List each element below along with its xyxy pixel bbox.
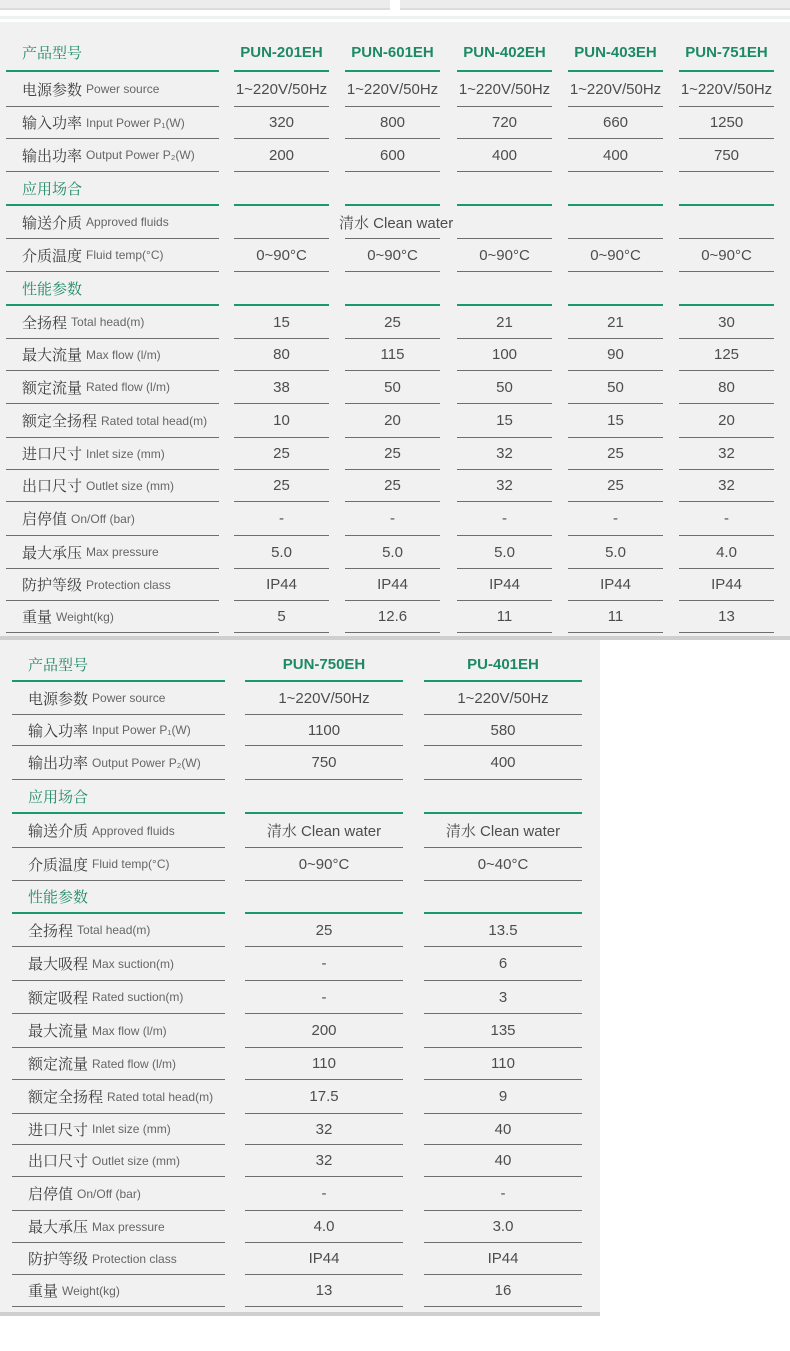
section-row <box>0 881 600 914</box>
model-name: PUN-751EH <box>679 34 774 72</box>
spec-row <box>0 371 790 404</box>
spec-value: 0~90°C <box>679 239 774 272</box>
spec-value: 110 <box>424 1048 582 1080</box>
spec-row <box>0 502 790 536</box>
label-en: Max flow (l/m) <box>92 1023 167 1038</box>
model-name: PUN-201EH <box>234 34 329 72</box>
label-en: Approved fluids <box>92 823 175 838</box>
spec-value: 6 <box>424 947 582 981</box>
spec-value: 4.0 <box>245 1211 403 1243</box>
spec-table-2 <box>0 640 600 1316</box>
spec-label <box>6 371 219 404</box>
label-cn: 出口尺寸 <box>22 478 83 495</box>
spec-label <box>12 1211 225 1243</box>
label-cn: 启停值 <box>28 1186 74 1203</box>
label-cn: 输送介质 <box>22 214 83 232</box>
spec-label <box>6 206 219 239</box>
spec-value: 5.0 <box>457 536 552 569</box>
label-en: Protection class <box>86 577 171 592</box>
spec-row <box>0 814 600 848</box>
spec-row <box>0 107 790 139</box>
spec-value: 0~90°C <box>234 239 329 272</box>
label-cn: 性能参数 <box>28 889 89 906</box>
spec-label <box>12 814 225 848</box>
header-row <box>0 34 790 72</box>
label-cn: 应用场合 <box>22 180 83 198</box>
spec-value: 25 <box>245 914 403 947</box>
spec-value: 25 <box>568 470 663 502</box>
spec-label <box>12 1114 225 1145</box>
spec-row <box>0 72 790 107</box>
spec-label <box>6 536 219 569</box>
spec-row <box>0 981 600 1014</box>
label-en: Max suction(m) <box>92 956 175 971</box>
spec-value: 32 <box>245 1114 403 1145</box>
label-cn: 全扬程 <box>28 922 74 940</box>
section-row <box>0 780 600 814</box>
label-en: Power source <box>92 691 166 705</box>
spec-value: 1~220V/50Hz <box>345 72 440 107</box>
spec-value: 200 <box>245 1014 403 1048</box>
label-en: Inlet size (mm) <box>86 446 165 461</box>
spec-value: 110 <box>245 1048 403 1080</box>
spec-row <box>0 206 790 239</box>
spec-label <box>6 239 219 272</box>
spec-value: IP44 <box>457 569 552 601</box>
spec-value: 400 <box>457 139 552 172</box>
label-cn: 额定流量 <box>28 1056 89 1073</box>
spec-row <box>0 470 790 502</box>
spec-label <box>6 339 219 371</box>
spec-row <box>0 569 790 601</box>
spec-value: IP44 <box>245 1243 403 1275</box>
spec-value: 1~220V/50Hz <box>457 72 552 107</box>
spec-label <box>12 1048 225 1080</box>
spec-value: 1~220V/50Hz <box>679 72 774 107</box>
spec-row <box>0 746 600 780</box>
spec-value: 38 <box>234 371 329 404</box>
spec-row <box>0 1114 600 1145</box>
label-cn: 额定全扬程 <box>28 1089 104 1106</box>
label-en: Input Power P₁(W) <box>86 115 185 130</box>
spec-value <box>234 172 329 206</box>
spec-label <box>6 139 219 172</box>
spec-value: IP44 <box>234 569 329 601</box>
spec-value: 10 <box>234 404 329 438</box>
spec-value: IP44 <box>345 569 440 601</box>
spec-row <box>0 1145 600 1177</box>
spec-label <box>12 682 225 715</box>
spec-value: 15 <box>568 404 663 438</box>
spec-label <box>6 404 219 438</box>
spec-value: 1~220V/50Hz <box>234 72 329 107</box>
spec-row <box>0 339 790 371</box>
spec-value: 0~90°C <box>568 239 663 272</box>
label-en: Max flow (l/m) <box>86 347 161 362</box>
spec-value: IP44 <box>424 1243 582 1275</box>
spec-value: 25 <box>234 438 329 470</box>
section-title <box>6 272 219 306</box>
section-title <box>12 780 225 814</box>
spec-value <box>345 272 440 306</box>
spec-value: 15 <box>234 306 329 339</box>
spec-value: 0~40°C <box>424 848 582 881</box>
spec-value: 30 <box>679 306 774 339</box>
spec-value: 32 <box>679 438 774 470</box>
spec-row <box>0 601 790 633</box>
spec-value: 20 <box>679 404 774 438</box>
label-cn: 额定全扬程 <box>22 413 98 430</box>
spec-label <box>12 947 225 981</box>
spec-row <box>0 1014 600 1048</box>
label-cn: 额定流量 <box>22 379 83 397</box>
spec-value: 1250 <box>679 107 774 139</box>
spec-value: 32 <box>457 470 552 502</box>
label-cn: 最大流量 <box>22 347 83 364</box>
spec-value <box>245 780 403 814</box>
spec-value: 400 <box>568 139 663 172</box>
spec-value: 5 <box>234 601 329 633</box>
spec-row <box>0 404 790 438</box>
spec-value: 50 <box>457 371 552 404</box>
label-en: Outlet size (mm) <box>92 1153 181 1168</box>
label-en: On/Off (bar) <box>71 511 135 526</box>
spec-value <box>679 272 774 306</box>
spec-row <box>0 1243 600 1275</box>
spec-value: 5.0 <box>345 536 440 569</box>
spec-label <box>12 1145 225 1177</box>
spec-value: 0~90°C <box>245 848 403 881</box>
spec-value: 清水 Clean water <box>424 814 582 848</box>
spec-value: - <box>679 502 774 536</box>
label-en: Total head(m) <box>77 923 151 937</box>
spec-row <box>0 536 790 569</box>
spec-value: 13 <box>245 1275 403 1307</box>
spec-value: 11 <box>457 601 552 633</box>
spec-value: 750 <box>245 746 403 780</box>
spec-value <box>245 881 403 914</box>
spec-value: - <box>424 1177 582 1211</box>
label-cn: 重量 <box>28 1283 59 1300</box>
spec-value: 750 <box>679 139 774 172</box>
label-cn: 性能参数 <box>22 280 83 298</box>
label-cn: 应用场合 <box>28 788 89 806</box>
label-cn: 防护等级 <box>22 577 83 594</box>
spec-row <box>0 306 790 339</box>
label-en: Max pressure <box>92 1219 165 1234</box>
spec-label <box>12 1275 225 1307</box>
label-cn: 输入功率 <box>28 722 89 740</box>
label-en: Total head(m) <box>71 315 145 329</box>
spec-value: 3.0 <box>424 1211 582 1243</box>
section-row <box>0 172 790 206</box>
spec-value: 800 <box>345 107 440 139</box>
spec-value: - <box>568 502 663 536</box>
spec-value: 135 <box>424 1014 582 1048</box>
spec-label <box>12 1177 225 1211</box>
label-cn: 输入功率 <box>22 115 83 132</box>
label-cn: 电源参数 <box>28 690 89 708</box>
label-en: Fluid temp(°C) <box>86 248 164 262</box>
spec-row <box>0 848 600 881</box>
label-cn: 输出功率 <box>28 755 89 772</box>
model-name: PUN-601EH <box>345 34 440 72</box>
label-cn: 最大流量 <box>28 1023 89 1040</box>
label-cn: 最大承压 <box>22 544 83 562</box>
spec-value: 125 <box>679 339 774 371</box>
spec-row <box>0 914 600 947</box>
top-divider-left <box>0 0 390 10</box>
label-cn: 进口尺寸 <box>28 1121 89 1139</box>
spec-value: 32 <box>245 1145 403 1177</box>
spec-value: 4.0 <box>679 536 774 569</box>
label-en: Approved fluids <box>86 215 169 229</box>
spec-value: 5.0 <box>234 536 329 569</box>
spec-value: 11 <box>568 601 663 633</box>
label-en: Inlet size (mm) <box>92 1122 171 1136</box>
spec-value: 80 <box>234 339 329 371</box>
spec-value: 25 <box>568 438 663 470</box>
label-en: Power source <box>86 82 160 96</box>
label-en: Rated total head(m) <box>101 413 208 428</box>
spec-value: - <box>345 502 440 536</box>
header-row <box>0 648 600 682</box>
spec-value: 25 <box>345 306 440 339</box>
spec-row <box>0 1177 600 1211</box>
label-cn: 输送介质 <box>28 823 89 840</box>
spec-label <box>6 107 219 139</box>
spec-row <box>0 947 600 981</box>
spec-label <box>12 848 225 881</box>
label-en: Rated flow (l/m) <box>86 380 171 394</box>
spec-value: 90 <box>568 339 663 371</box>
label-cn: 防护等级 <box>28 1251 89 1268</box>
spec-value: 50 <box>568 371 663 404</box>
spec-value: 320 <box>234 107 329 139</box>
spec-label <box>6 601 219 633</box>
spec-value: 20 <box>345 404 440 438</box>
spec-value <box>424 780 582 814</box>
label-en: On/Off (bar) <box>77 1186 141 1201</box>
spec-row <box>0 715 600 746</box>
label-en: Fluid temp(°C) <box>92 857 170 871</box>
spec-value: 80 <box>679 371 774 404</box>
spec-value: 115 <box>345 339 440 371</box>
label-cn: 介质温度 <box>22 247 83 265</box>
label-cn: 重量 <box>22 609 53 626</box>
spec-label <box>12 1014 225 1048</box>
label-cn: 启停值 <box>22 511 68 528</box>
model-name: PUN-402EH <box>457 34 552 72</box>
spec-row <box>0 1048 600 1080</box>
spec-label <box>6 470 219 502</box>
spec-value: 40 <box>424 1114 582 1145</box>
spec-row <box>0 1211 600 1243</box>
spec-value: 720 <box>457 107 552 139</box>
spec-value <box>457 272 552 306</box>
label-cn: 全扬程 <box>22 314 68 332</box>
label-cn: 额定吸程 <box>28 989 89 1007</box>
spec-label <box>6 438 219 470</box>
spec-row <box>0 682 600 715</box>
spec-row <box>0 1275 600 1307</box>
spec-label <box>12 1243 225 1275</box>
spec-value: 21 <box>568 306 663 339</box>
spec-value: 0~90°C <box>457 239 552 272</box>
spec-value: 40 <box>424 1145 582 1177</box>
spec-value: 660 <box>568 107 663 139</box>
spec-row <box>0 1080 600 1114</box>
label-en: Output Power P₂(W) <box>86 148 195 162</box>
spec-value: 200 <box>234 139 329 172</box>
label-en: Rated suction(m) <box>92 990 184 1004</box>
spec-value: - <box>457 502 552 536</box>
spec-value: 1100 <box>245 715 403 746</box>
spec-label <box>6 306 219 339</box>
spec-value: 13 <box>679 601 774 633</box>
label-en: Outlet size (mm) <box>86 478 175 493</box>
label-en: Max pressure <box>86 545 159 559</box>
section-title <box>12 881 225 914</box>
spec-label <box>12 1080 225 1114</box>
spec-value: 12.6 <box>345 601 440 633</box>
spec-value: IP44 <box>568 569 663 601</box>
label-en: Output Power P₂(W) <box>92 755 201 770</box>
accent-strip <box>0 16 790 19</box>
spec-value: 580 <box>424 715 582 746</box>
spec-value: 1~220V/50Hz <box>568 72 663 107</box>
spec-value: 600 <box>345 139 440 172</box>
section-title <box>6 172 219 206</box>
spec-value: 32 <box>457 438 552 470</box>
spec-label <box>12 715 225 746</box>
model-name: PUN-403EH <box>568 34 663 72</box>
header-label: 产品型号 <box>12 648 225 682</box>
spec-label <box>12 981 225 1014</box>
label-cn: 介质温度 <box>28 856 89 874</box>
spec-value <box>568 172 663 206</box>
label-en: Rated flow (l/m) <box>92 1056 177 1071</box>
spec-value <box>457 172 552 206</box>
spec-value: 25 <box>234 470 329 502</box>
spec-value <box>679 172 774 206</box>
spec-value: 清水 Clean water <box>245 814 403 848</box>
spec-value: 400 <box>424 746 582 780</box>
spec-value: IP44 <box>679 569 774 601</box>
spec-value: 0~90°C <box>345 239 440 272</box>
merged-value: 清水 Clean water <box>339 215 454 232</box>
spec-label <box>6 502 219 536</box>
label-cn: 出口尺寸 <box>28 1153 89 1170</box>
spec-value: 1~220V/50Hz <box>424 682 582 715</box>
spec-table-1 <box>0 22 790 640</box>
spec-value: 13.5 <box>424 914 582 947</box>
spec-value: 21 <box>457 306 552 339</box>
spec-value: 3 <box>424 981 582 1014</box>
model-name: PUN-750EH <box>245 648 403 682</box>
spec-value <box>568 272 663 306</box>
spec-value <box>234 272 329 306</box>
spec-row <box>0 139 790 172</box>
spec-value: - <box>245 981 403 1014</box>
label-en: Rated total head(m) <box>107 1089 214 1104</box>
spec-value: - <box>245 947 403 981</box>
spec-value: 17.5 <box>245 1080 403 1114</box>
spec-value: 9 <box>424 1080 582 1114</box>
spec-label <box>6 72 219 107</box>
label-en: Weight(kg) <box>56 609 114 624</box>
header-label: 产品型号 <box>6 34 219 72</box>
label-cn: 最大承压 <box>28 1219 89 1236</box>
spec-value: - <box>245 1177 403 1211</box>
spec-row <box>0 239 790 272</box>
label-cn: 电源参数 <box>22 81 83 99</box>
label-en: Protection class <box>92 1251 177 1266</box>
spec-value: 32 <box>679 470 774 502</box>
spec-value: 5.0 <box>568 536 663 569</box>
label-cn: 最大吸程 <box>28 956 89 973</box>
label-en: Input Power P₁(W) <box>92 723 191 737</box>
spec-label <box>6 569 219 601</box>
spec-value: 16 <box>424 1275 582 1307</box>
spec-value <box>424 881 582 914</box>
spec-value: 50 <box>345 371 440 404</box>
top-divider-right <box>400 0 790 10</box>
label-cn: 进口尺寸 <box>22 446 83 463</box>
spec-row <box>0 438 790 470</box>
model-name: PU-401EH <box>424 648 582 682</box>
spec-value: 100 <box>457 339 552 371</box>
spec-value <box>345 172 440 206</box>
spec-value: 25 <box>345 438 440 470</box>
spec-value: 15 <box>457 404 552 438</box>
spec-value: - <box>234 502 329 536</box>
label-cn: 输出功率 <box>22 147 83 165</box>
spec-value: 25 <box>345 470 440 502</box>
spec-label <box>12 914 225 947</box>
label-en: Weight(kg) <box>62 1283 120 1298</box>
section-row <box>0 272 790 306</box>
spec-label <box>12 746 225 780</box>
spec-value: 1~220V/50Hz <box>245 682 403 715</box>
